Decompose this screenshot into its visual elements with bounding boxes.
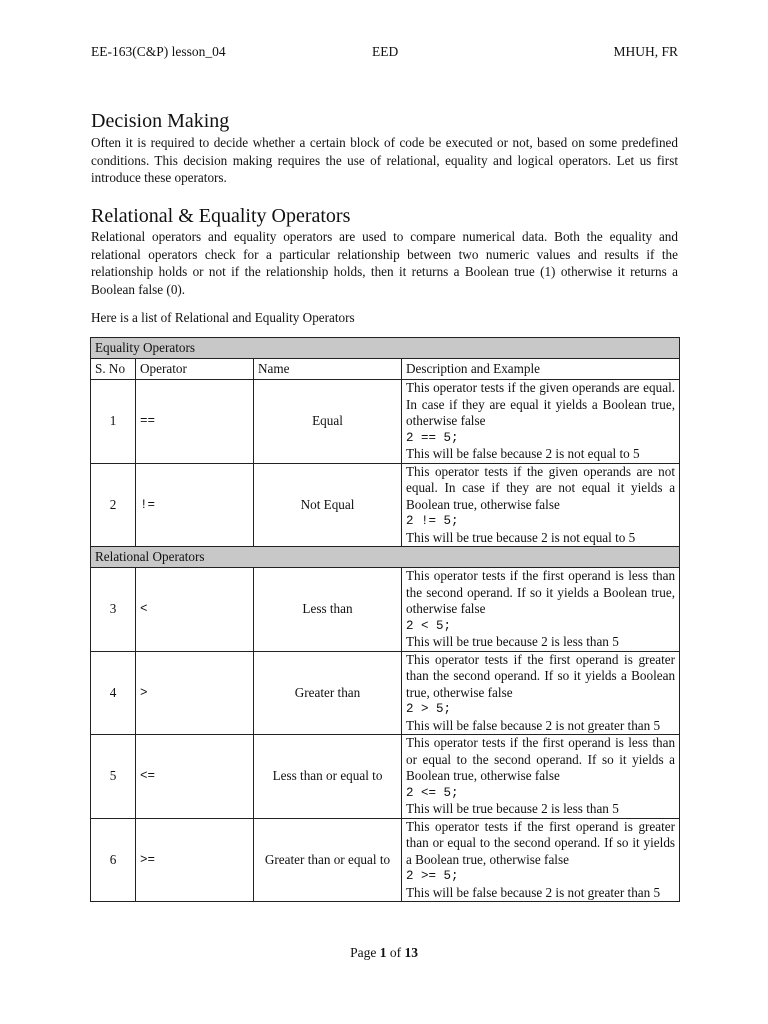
column-header-operator: Operator [136, 359, 254, 380]
row-name: Less than or equal to [254, 735, 402, 819]
description-text: This operator tests if the first operand is greater than the second operand. If so it yields a Boolean true, otherwise false [406, 651, 676, 700]
table-row [91, 735, 680, 819]
example-code: 2 <= 5; [406, 785, 459, 800]
example-code: 2 < 5; [406, 618, 452, 633]
example-code: 2 > 5; [406, 702, 452, 716]
row-sno: 2 [91, 463, 136, 547]
header-author: MHUH, FR [613, 44, 678, 59]
example-code: 2 >= 5; [406, 869, 459, 883]
footer-page-number: 1 [379, 945, 387, 960]
description-text: This operator tests if the given operands are not equal. In case if they are not equal it yields a Boolean true, otherwise false [406, 463, 676, 512]
section-title-decision-making: Decision Making [91, 110, 230, 132]
row-name: Less than [254, 568, 402, 652]
table-row [91, 651, 680, 735]
row-description [402, 568, 680, 652]
column-header-sno: S. No [91, 359, 136, 380]
description-text: This operator tests if the first operand is greater than or equal to the second operand. If so it yields a Boolean true, otherwise false [406, 818, 676, 867]
footer-of-label: of [389, 945, 402, 960]
description-text: This operator tests if the first operand is less than the second operand. If so it yields a Boolean true, otherwise false [406, 568, 676, 616]
description-text: This operator tests if the first operand is less than or equal to the second operand. If so it yields a Boolean true, otherwise false [406, 735, 676, 783]
example-note: This will be true because 2 is not equal to 5 [406, 529, 636, 545]
row-name: Equal [254, 380, 402, 464]
operator-list-intro: Here is a list of Relational and Equality Operators [91, 310, 355, 325]
relational-operators-paragraph: Relational operators and equality operators are used to compare numerical data. Both the equality and relational operators check for a particular relationship between two numeric values and results if the relationship holds or not if the relationship holds, then it returns a Boolean true (1) otherwise it returns a Boolean false (0). [91, 229, 678, 297]
row-description [402, 463, 680, 547]
example-code: 2 == 5; [406, 430, 459, 445]
example-note: This will be false because 2 is not greater than 5 [406, 717, 661, 733]
decision-making-paragraph: Often it is required to decide whether a certain block of code be executed or not, based on some predefined conditions. This decision making requires the use of relational, equality and logical operators. Let us first introduce these operators. [91, 135, 678, 185]
row-operator: != [136, 463, 254, 547]
column-header-name: Name [254, 359, 402, 380]
row-operator: < [136, 568, 254, 652]
row-name: Greater than or equal to [254, 818, 402, 902]
operators-table [90, 337, 680, 902]
row-operator: <= [136, 735, 254, 819]
description-text: This operator tests if the given operands are equal. In case if they are equal it yields a Boolean true, otherwise false [406, 380, 676, 428]
footer-page-label: Page [350, 945, 377, 960]
row-sno: 5 [91, 735, 136, 819]
row-operator: >= [136, 818, 254, 902]
table-row [91, 463, 680, 547]
row-description [402, 380, 680, 464]
column-header-description: Description and Example [402, 359, 680, 380]
equality-section-label: Equality Operators [91, 338, 680, 359]
row-operator: == [136, 380, 254, 464]
example-note: This will be false because 2 is not equal to 5 [406, 446, 640, 461]
table-row [91, 380, 680, 464]
page-footer [0, 945, 768, 961]
row-sno: 3 [91, 568, 136, 652]
table-row [91, 568, 680, 652]
section-title-relational-operators: Relational & Equality Operators [91, 205, 351, 227]
header-course-code: EE-163(C&P) lesson_04 [91, 44, 226, 59]
row-sno: 6 [91, 818, 136, 902]
row-sno: 1 [91, 380, 136, 464]
relational-section-row [91, 547, 680, 568]
equality-section-row [91, 338, 680, 359]
example-note: This will be false because 2 is not greater than 5 [406, 884, 661, 900]
column-header-row [91, 359, 680, 380]
example-note: This will be true because 2 is less than 5 [406, 634, 619, 649]
row-description [402, 735, 680, 819]
footer-total-pages: 13 [404, 945, 418, 960]
header-department: EED [372, 44, 399, 59]
example-code: 2 != 5; [406, 514, 459, 528]
relational-section-label: Relational Operators [91, 547, 680, 568]
row-description [402, 818, 680, 902]
page-header [91, 44, 678, 64]
example-note: This will be true because 2 is less than 5 [406, 801, 619, 816]
row-description [402, 651, 680, 735]
row-name: Not Equal [254, 463, 402, 547]
row-operator: > [136, 651, 254, 735]
table-row [91, 818, 680, 902]
row-sno: 4 [91, 651, 136, 735]
row-name: Greater than [254, 651, 402, 735]
